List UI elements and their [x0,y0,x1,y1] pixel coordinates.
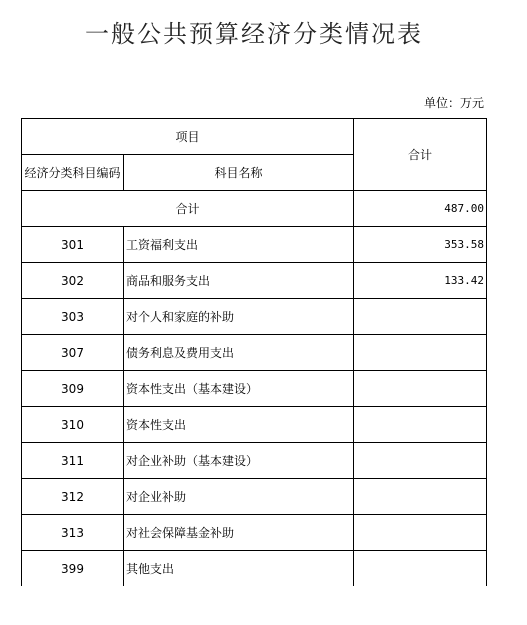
header-total: 合计 [354,119,487,191]
table-row [22,443,487,479]
row-name: 其他支出 [124,551,354,587]
header-row-1 [22,119,487,155]
page-title: 一般公共预算经济分类情况表 [85,20,423,48]
row-code: 309 [22,371,124,407]
unit-label: 单位：万元 [423,96,484,110]
row-name: 商品和服务支出 [124,263,354,299]
row-code: 302 [22,263,124,299]
row-name: 对企业补助 [124,479,354,515]
table-row [22,479,487,515]
row-name: 资本性支出（基本建设） [124,371,354,407]
row-total: 353.58 [354,227,487,263]
row-name: 对个人和家庭的补助 [124,299,354,335]
row-code: 311 [22,443,124,479]
row-total [354,407,487,443]
row-total [354,443,487,479]
table-row [22,227,487,263]
table-row [22,299,487,335]
row-code: 313 [22,515,124,551]
row-total: 133.42 [354,263,487,299]
row-total [354,335,487,371]
table-row [22,335,487,371]
row-name: 工资福利支出 [124,227,354,263]
table-row [22,371,487,407]
header-name: 科目名称 [124,155,354,191]
table-row [22,551,487,587]
table-row [22,407,487,443]
header-code: 经济分类科目编码 [22,155,124,191]
row-total [354,479,487,515]
row-code: 310 [22,407,124,443]
sum-row [22,191,487,227]
row-total [354,515,487,551]
row-code: 307 [22,335,124,371]
sum-label: 合计 [22,191,354,227]
row-code: 399 [22,551,124,587]
budget-table [21,118,487,586]
header-project: 项目 [22,119,354,155]
row-name: 债务利息及费用支出 [124,335,354,371]
row-total [354,551,487,587]
sum-total: 487.00 [354,191,487,227]
row-name: 对社会保障基金补助 [124,515,354,551]
row-total [354,371,487,407]
row-code: 312 [22,479,124,515]
row-name: 对企业补助（基本建设） [124,443,354,479]
row-name: 资本性支出 [124,407,354,443]
table-row [22,263,487,299]
row-code: 303 [22,299,124,335]
table-row [22,515,487,551]
row-total [354,299,487,335]
row-code: 301 [22,227,124,263]
